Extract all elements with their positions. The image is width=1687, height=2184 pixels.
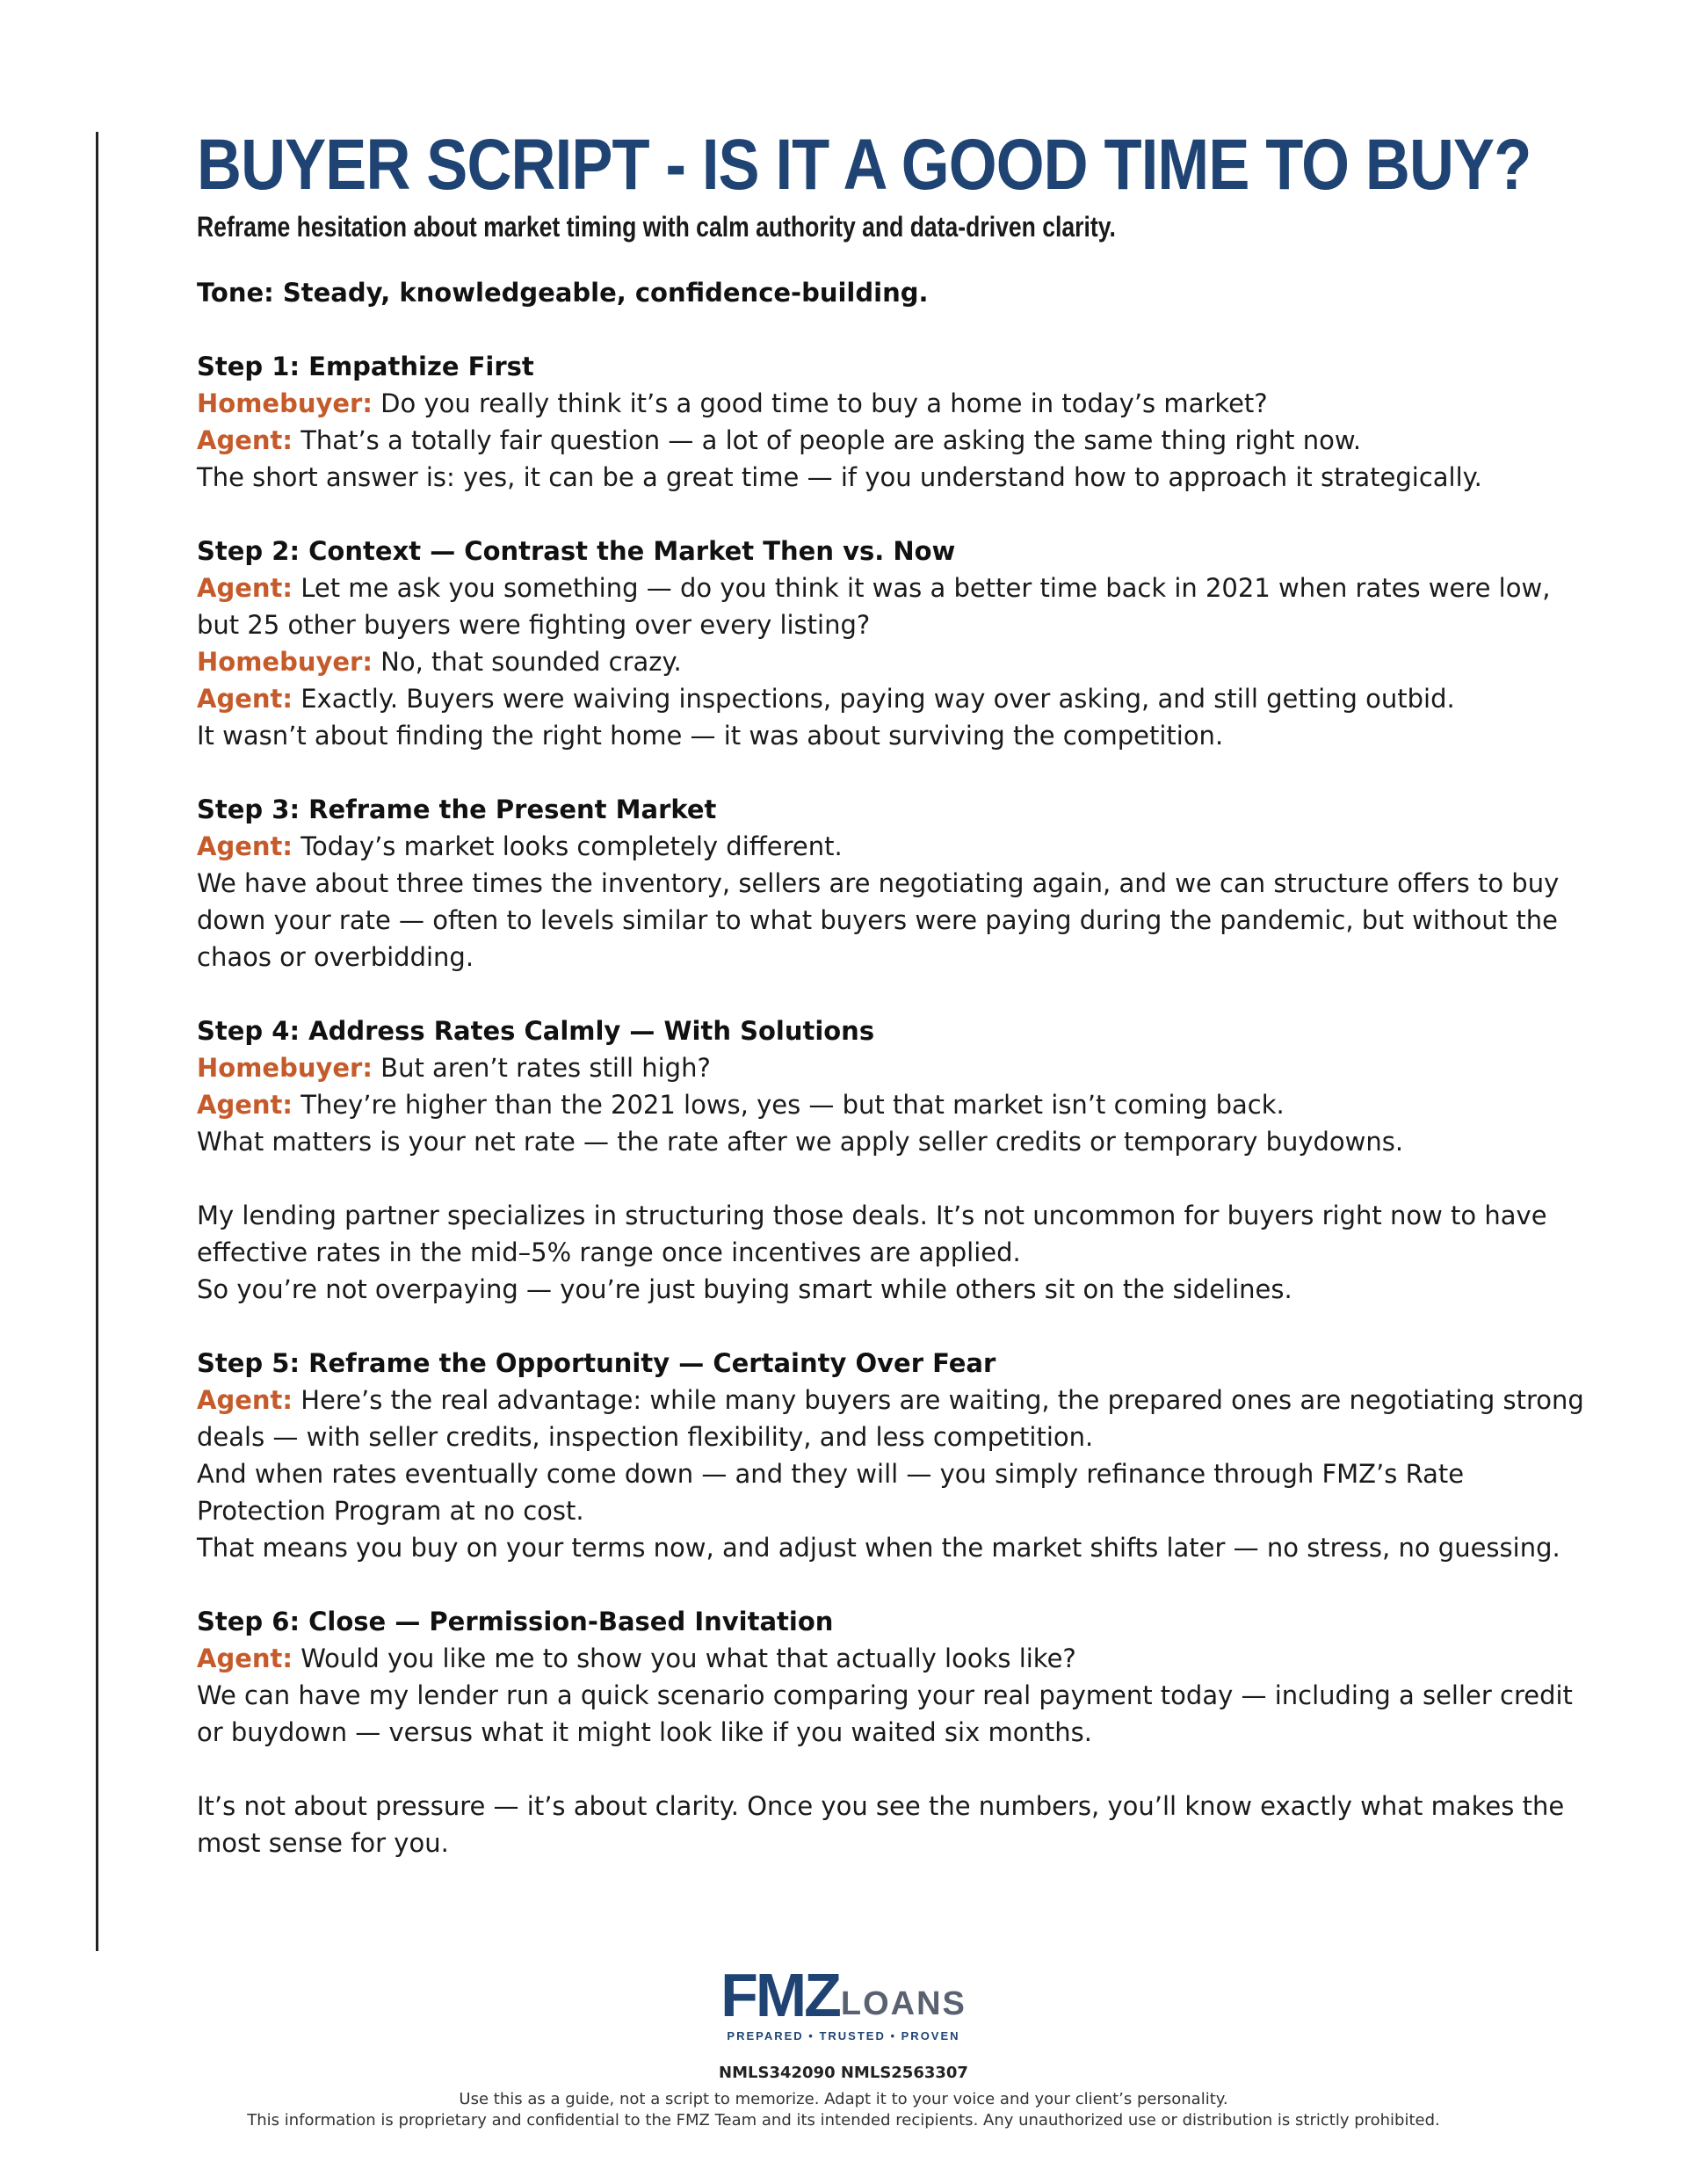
speaker-label: Homebuyer: bbox=[197, 647, 373, 677]
script-line bbox=[197, 1049, 1594, 1086]
step-section bbox=[197, 791, 1594, 976]
speaker-label: Agent: bbox=[197, 1090, 293, 1120]
script-line bbox=[197, 1123, 1594, 1160]
script-line bbox=[197, 1529, 1594, 1566]
speaker-label: Homebuyer: bbox=[197, 1053, 373, 1083]
steps-container bbox=[197, 348, 1594, 1861]
logo-loans-text: LOANS bbox=[840, 1985, 967, 2022]
script-line bbox=[197, 1677, 1594, 1751]
line-text: Do you really think it’s a good time to buy a home in today’s market? bbox=[372, 388, 1268, 418]
script-line bbox=[197, 422, 1594, 459]
line-text: Let me ask you something — do you think it was a better time back in 2021 when rates were low, but 25 other buyers were fighting over every listing? bbox=[197, 573, 1551, 640]
line-text: It wasn’t about finding the right home — it was about surviving the competition. bbox=[197, 721, 1224, 751]
speaker-label: Agent: bbox=[197, 425, 293, 455]
script-line bbox=[197, 570, 1594, 643]
script-line bbox=[197, 1271, 1594, 1308]
speaker-label: Agent: bbox=[197, 1385, 293, 1415]
step-section bbox=[197, 1012, 1594, 1308]
line-text: So you’re not overpaying — you’re just buying smart while others sit on the sidelines. bbox=[197, 1274, 1292, 1304]
page-subtitle: Reframe hesitation about market timing with calm authority and data-driven clarity. bbox=[197, 211, 1116, 243]
speaker-label: Agent: bbox=[197, 831, 293, 861]
line-text: Exactly. Buyers were waiving inspections, paying way over asking, and still getting outbid. bbox=[292, 684, 1455, 714]
step-title: Step 6: Close — Permission-Based Invitation bbox=[197, 1607, 834, 1636]
step-title: Step 1: Empathize First bbox=[197, 352, 534, 381]
step-section bbox=[197, 1603, 1594, 1861]
line-text: The short answer is: yes, it can be a great time — if you understand how to approach it strategically. bbox=[197, 462, 1482, 492]
script-line bbox=[197, 1382, 1594, 1455]
line-text: My lending partner specializes in structuring those deals. It’s not uncommon for buyers right now to have effective rates in the mid–5% range once incentives are applied. bbox=[197, 1201, 1547, 1267]
line-text: That means you buy on your terms now, and adjust when the market shifts later — no stress, no guessing. bbox=[197, 1533, 1560, 1563]
script-line bbox=[197, 1086, 1594, 1123]
script-line bbox=[197, 1455, 1594, 1529]
line-text: We have about three times the inventory, sellers are negotiating again, and we can structure offers to buy down your rate — often to levels similar to what buyers were paying during the pandemic, but without the chaos or overbidding. bbox=[197, 868, 1560, 972]
paragraph-gap bbox=[197, 1751, 1594, 1788]
script-line bbox=[197, 643, 1594, 680]
step-title: Step 5: Reframe the Opportunity — Certainty Over Fear bbox=[197, 1348, 996, 1378]
line-text: Today’s market looks completely different. bbox=[292, 831, 843, 861]
line-text: What matters is your net rate — the rate after we apply seller credits or temporary buydowns. bbox=[197, 1127, 1404, 1157]
script-line bbox=[197, 1640, 1594, 1677]
line-text: But aren’t rates still high? bbox=[372, 1053, 711, 1083]
fmz-loans-logo bbox=[720, 1961, 967, 2043]
step-title: Step 3: Reframe the Present Market bbox=[197, 795, 717, 824]
script-line bbox=[197, 459, 1594, 496]
step-section bbox=[197, 1345, 1594, 1566]
script-line bbox=[197, 865, 1594, 976]
step-section bbox=[197, 533, 1594, 754]
tone-line: Tone: Steady, knowledgeable, confidence-building. bbox=[197, 278, 929, 308]
speaker-label: Agent: bbox=[197, 1643, 293, 1673]
step-title: Step 4: Address Rates Calmly — With Solutions bbox=[197, 1016, 875, 1046]
left-margin-rule bbox=[96, 132, 98, 1951]
line-text: Would you like me to show you what that actually looks like? bbox=[292, 1643, 1076, 1673]
footer bbox=[0, 1961, 1687, 2131]
line-text: We can have my lender run a quick scenario comparing your real payment today — including a seller credit or buydown — versus what it might look like if you waited six months. bbox=[197, 1680, 1573, 1747]
script-line bbox=[197, 717, 1594, 754]
script-content bbox=[197, 123, 1594, 1861]
step-title: Step 2: Context — Contrast the Market Then vs. Now bbox=[197, 536, 956, 566]
disclaimer-guide: Use this as a guide, not a script to memorize. Adapt it to your voice and your client’s personality. bbox=[459, 2090, 1228, 2108]
script-line bbox=[197, 1197, 1594, 1271]
logo-tagline: PREPARED • TRUSTED • PROVEN bbox=[727, 2029, 960, 2043]
speaker-label: Homebuyer: bbox=[197, 388, 373, 418]
speaker-label: Agent: bbox=[197, 573, 293, 603]
logo-fmz-text: FMZ bbox=[720, 1961, 839, 2029]
script-line bbox=[197, 1788, 1594, 1861]
script-line bbox=[197, 385, 1594, 422]
disclaimer-confidential: This information is proprietary and confidential to the FMZ Team and its intended recipients. Any unauthorized use or distribution is strictly prohibited. bbox=[247, 2111, 1440, 2130]
line-text: That’s a totally fair question — a lot of people are asking the same thing right now. bbox=[292, 425, 1362, 455]
line-text: Here’s the real advantage: while many buyers are waiting, the prepared ones are negotiating strong deals — with seller credits, inspection flexibility, and less competition. bbox=[197, 1385, 1584, 1452]
page-title: BUYER SCRIPT - IS IT A GOOD TIME TO BUY? bbox=[197, 125, 1531, 205]
line-text: No, that sounded crazy. bbox=[372, 647, 682, 677]
line-text: It’s not about pressure — it’s about clarity. Once you see the numbers, you’ll know exactly what makes the most sense for you. bbox=[197, 1791, 1565, 1858]
nmls-numbers: NMLS342090 NMLS2563307 bbox=[719, 2064, 968, 2082]
script-line bbox=[197, 680, 1594, 717]
line-text: They’re higher than the 2021 lows, yes — but that market isn’t coming back. bbox=[292, 1090, 1285, 1120]
step-section bbox=[197, 348, 1594, 496]
script-line bbox=[197, 828, 1594, 865]
paragraph-gap bbox=[197, 1160, 1594, 1197]
line-text: And when rates eventually come down — and they will — you simply refinance through FMZ’s Rate Protection Program at no cost. bbox=[197, 1459, 1465, 1526]
speaker-label: Agent: bbox=[197, 684, 293, 714]
